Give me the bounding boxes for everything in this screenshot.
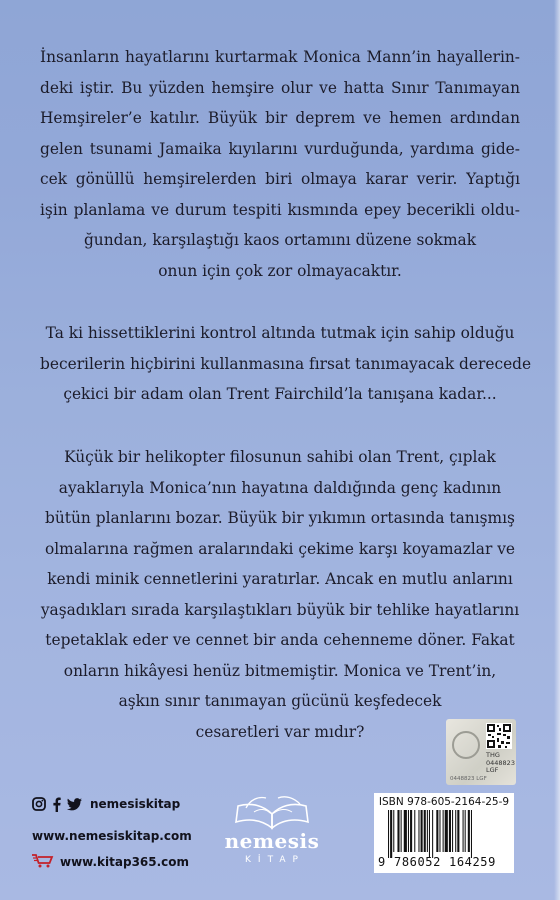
facebook-icon[interactable] [52, 797, 61, 812]
barcode-bar [408, 810, 409, 852]
blurb-paragraph-1 [40, 42, 520, 286]
hologram-serial: 0448823 LGF [450, 776, 487, 782]
blurb-line: deki iştir. Bu yüzden hemşire olur ve hatta Sınır Tanımayan [40, 78, 520, 97]
hologram-code: THG 0448823 LGF [486, 751, 515, 774]
barcode-bar [468, 810, 470, 852]
blurb-line: cek gönüllü hemşirelerden biri olmaya karar verir. Yaptığı [40, 170, 520, 188]
barcode-bar [436, 810, 438, 852]
website-row [32, 823, 192, 849]
cart-icon[interactable] [32, 854, 54, 871]
barcode-bar [457, 810, 459, 852]
isbn-label: ISBN 978-605-2164-25-9 [378, 796, 510, 808]
barcode-bar [401, 810, 402, 852]
barcode-bar [443, 810, 444, 852]
barcode-bar [388, 810, 389, 858]
barcode-bar [465, 810, 466, 852]
blurb-line: İnsanların hayatlarını kurtarmak Monica Mann’in hayallerin- [40, 48, 520, 66]
website-link[interactable]: www.nemesiskitap.com [32, 829, 192, 843]
barcode-bar [397, 810, 399, 852]
twitter-icon[interactable] [67, 798, 82, 811]
barcode-bar [439, 810, 440, 852]
barcode-bar [463, 810, 464, 852]
blurb-line: gelen tsunami Jamaika kıyılarını vurduğunda, yardıma gide- [40, 139, 520, 158]
barcode-bar [414, 810, 415, 852]
cover-edge [554, 0, 560, 900]
blurb-line: tepetaklak eder ve cennet bir anda cehenneme döner. Fakat [45, 631, 515, 649]
blurb-line: kendi minik cennetlerini yaratırlar. Ancak en mutlu anlarını [47, 570, 513, 588]
instagram-icon[interactable] [32, 797, 46, 811]
blurb-line: Küçük bir helikopter filosunun sahibi olan Trent, çıplak [64, 448, 496, 466]
barcode-bar [471, 810, 472, 858]
barcode-bar [421, 810, 423, 852]
publisher-logo [222, 790, 322, 886]
barcode-bar [432, 810, 433, 858]
social-handle[interactable]: nemesiskitap [90, 797, 181, 811]
social-row [32, 793, 192, 815]
isbn-barcode [374, 793, 514, 873]
barcode-bar [455, 810, 456, 852]
barcode-bar [449, 810, 451, 852]
blurb-line: olmalarına rağmen aralarındaki çekime karşı koyamazlar ve [44, 539, 515, 558]
blurb-paragraph-3 [40, 442, 520, 747]
blurb-line: işin planlama ve durum tespiti kısmında epey becerikli oldu- [40, 200, 520, 219]
shop-row [32, 849, 192, 875]
barcode-bar [427, 810, 428, 852]
publisher-contacts [32, 793, 192, 875]
barcode-bar [393, 810, 394, 852]
barcode-bar [390, 810, 392, 858]
blurb-line: çekici bir adam olan Trent Fairchild’la tanışana kadar... [63, 385, 497, 403]
blurb-line: cesaretleri var mıdır? [195, 722, 365, 741]
barcode-digit-group-1: 786052 [394, 855, 441, 869]
barcode-bar [429, 810, 430, 858]
barcode-bar [418, 810, 419, 852]
barcode-bar [452, 810, 453, 852]
barcode-bars [388, 810, 504, 858]
hologram-sticker [446, 719, 516, 785]
open-book-icon [232, 794, 312, 834]
blurb-line: becerilerin hiçbirini kullanmasına fırsat tanımayacak derecede [40, 354, 532, 373]
blurb-line: onun için çok zor olmayacaktır. [158, 261, 402, 280]
logo-name: nemesis [224, 829, 320, 853]
blurb-line: aşkın sınır tanımayan gücünü keşfedecek [118, 692, 442, 710]
blurb-paragraph-2 [40, 318, 532, 410]
blurb-line: onların hikâyesi henüz bitmemiştir. Monica ve Trent’in, [63, 661, 497, 680]
barcode-digit-lead: 9 [378, 855, 386, 869]
blurb-line: bütün planlarını bozar. Büyük bir yıkımın ortasında tanışmış [45, 509, 515, 527]
hologram-seal [452, 731, 480, 759]
blurb-line: Ta ki hissettiklerini kontrol altında tutmak için sahip olduğu [45, 324, 515, 342]
barcode-bar [424, 810, 426, 852]
logo-sub: KİTAP [245, 855, 305, 865]
barcode-digit-group-2: 164259 [449, 855, 496, 869]
barcode-bar [445, 810, 448, 852]
blurb-line: Hemşireler’e katılır. Büyük bir deprem ve hemen ardından [40, 109, 520, 127]
blurb-line: yaşadıkları sırada karşılaştıkları büyük bir tehlike hayatlarını [40, 600, 520, 619]
blurb-line: ayaklarıyla Monica’nın hayatına daldığında genç kadının [58, 478, 502, 497]
blurb-line: ğundan, karşılaştığı kaos ortamını düzene sokmak [83, 231, 477, 249]
barcode-bar [410, 810, 412, 852]
qr-code [486, 723, 512, 749]
barcode-bar [404, 810, 407, 852]
shop-link[interactable]: www.kitap365.com [60, 855, 190, 869]
